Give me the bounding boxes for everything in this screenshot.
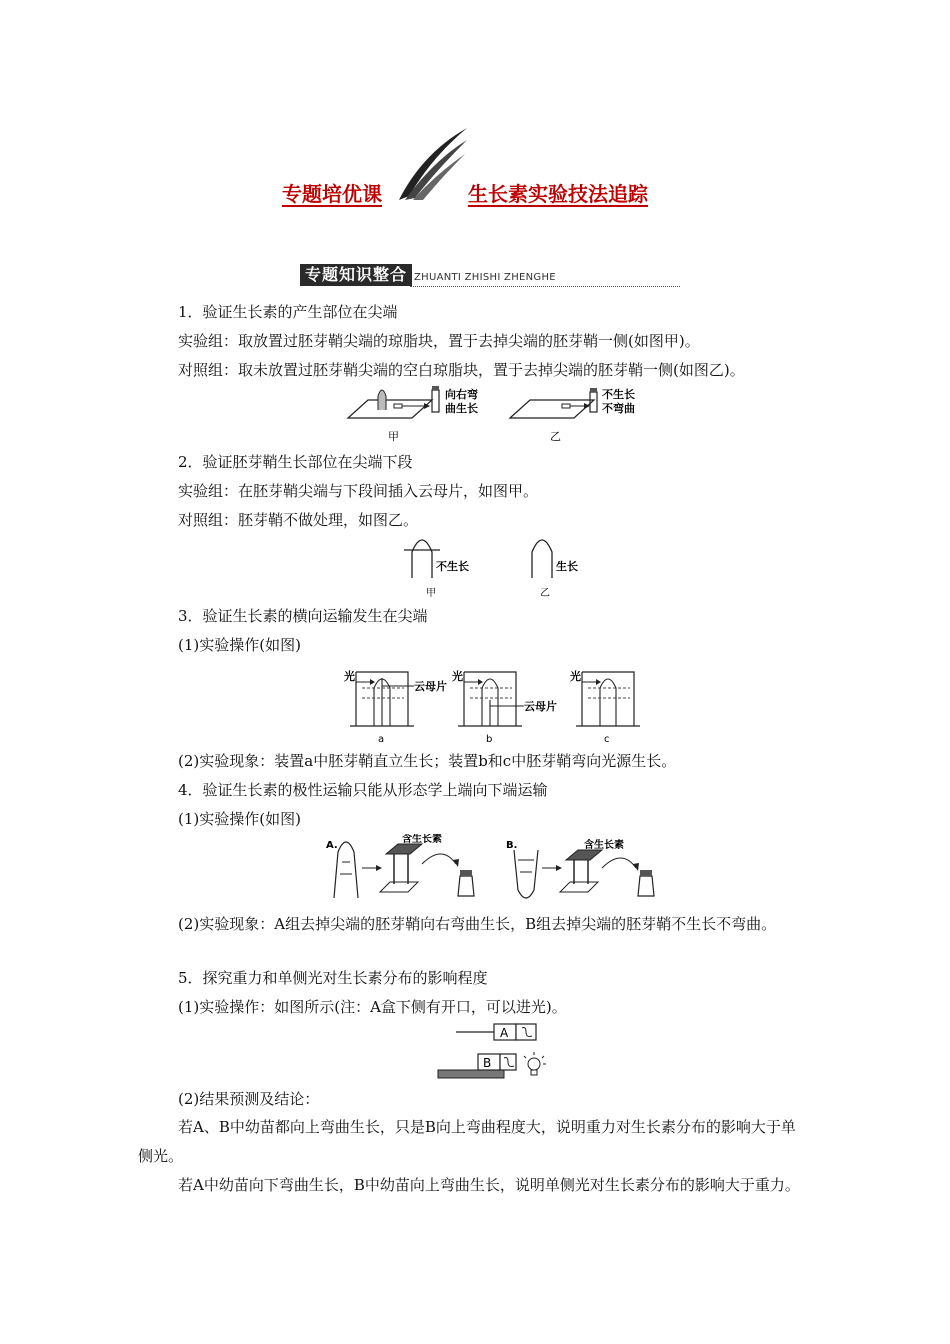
figure-auxin-source	[340, 384, 650, 446]
s2-experiment-text: 实验组：在胚芽鞘尖端与下段间插入云母片，如图甲。	[178, 482, 539, 500]
s2-control-text: 对照组：胚芽鞘不做处理，如图乙。	[178, 511, 419, 529]
figure-growth-region	[400, 534, 590, 600]
s3-light-b: 光	[452, 670, 463, 683]
s1-heading: 1．验证生长素的产生部位在尖端	[178, 303, 398, 321]
course-title: 专题培优课	[282, 182, 382, 206]
s3-caption-a: a	[378, 734, 385, 745]
s2-caption-b: 乙	[540, 588, 550, 599]
s2-heading: 2．验证胚芽鞘生长部位在尖端下段	[178, 453, 413, 471]
s2-caption-a: 甲	[426, 588, 436, 599]
s2-label-b: 生长	[556, 560, 578, 573]
s5-operation: (1)实验操作：如图所示(注：A盒下侧有开口，可以进光)。	[178, 998, 567, 1016]
s3-mica-a: 云母片	[414, 680, 447, 693]
figure-polar-transport	[322, 834, 692, 904]
s5-predict: (2)结果预测及结论：	[178, 1090, 320, 1108]
s5-box-a: A	[500, 1026, 509, 1040]
s4-label-a: A.	[326, 840, 338, 851]
s5-heading: 5．探究重力和单侧光对生长素分布的影响程度	[178, 969, 488, 987]
bulb-icon	[528, 1058, 540, 1070]
s4-auxin-a: 含生长素	[402, 834, 442, 845]
s1-caption-a: 甲	[388, 430, 399, 443]
s1-label-a: 向右弯	[445, 388, 478, 401]
s4-operation: (1)实验操作(如图)	[178, 810, 301, 828]
figure-lateral-transport	[340, 660, 650, 746]
figure-gravity-light	[432, 1020, 552, 1084]
s4-heading: 4．验证生长素的极性运输只能从形态学上端向下端运输	[178, 781, 548, 799]
s1-caption-b: 乙	[550, 430, 561, 443]
s4-auxin-b: 含生长素	[584, 840, 624, 851]
s4-label-b: B.	[506, 840, 518, 851]
s3-result: (2)实验现象：装置a中胚芽鞘直立生长；装置b和c中胚芽鞘弯向光源生长。	[178, 752, 677, 770]
topic-title: 生长素实验技法追踪	[468, 182, 648, 206]
section-banner-pinyin: ZHUANTI ZHISHI ZHENGHE	[414, 272, 556, 283]
s3-heading: 3．验证生长素的横向运输发生在尖端	[178, 607, 428, 625]
s3-light-c: 光	[570, 670, 581, 683]
s5-para-2: 若A中幼苗向下弯曲生长，B中幼苗向上弯曲生长，说明单侧光对生长素分布的影响大于重力。	[178, 1176, 800, 1194]
s1-label-b: 不生长	[602, 388, 635, 401]
s3-operation: (1)实验操作(如图)	[178, 636, 301, 654]
s2-label-a: 不生长	[436, 560, 469, 573]
s1-label-b2: 不弯曲	[602, 402, 635, 415]
s3-light-a: 光	[344, 670, 355, 683]
s3-mica-b: 云母片	[524, 700, 557, 713]
s4-result: (2)实验现象：A组去掉尖端的胚芽鞘向右弯曲生长，B组去掉尖端的胚芽鞘不生长不弯曲。	[178, 915, 777, 933]
section-banner: 专题知识整合	[300, 264, 412, 286]
s5-para-1: 若A、B中幼苗都向上弯曲生长，只是B向上弯曲程度大，说明重力对生长素分布的影响大于单侧光。	[138, 1118, 796, 1165]
s1-label-a2: 曲生长	[445, 402, 478, 415]
banner-divider	[410, 286, 680, 287]
s3-caption-b: b	[486, 734, 493, 745]
s3-caption-c: c	[604, 734, 610, 745]
swoosh-logo	[395, 126, 471, 204]
s1-experiment-text: 实验组：取放置过胚芽鞘尖端的琼脂块，置于去掉尖端的胚芽鞘一侧(如图甲)。	[178, 332, 700, 350]
s5-box-b: B	[483, 1056, 492, 1070]
s1-control-text: 对照组：取未放置过胚芽鞘尖端的空白琼脂块，置于去掉尖端的胚芽鞘一侧(如图乙)。	[178, 361, 745, 379]
